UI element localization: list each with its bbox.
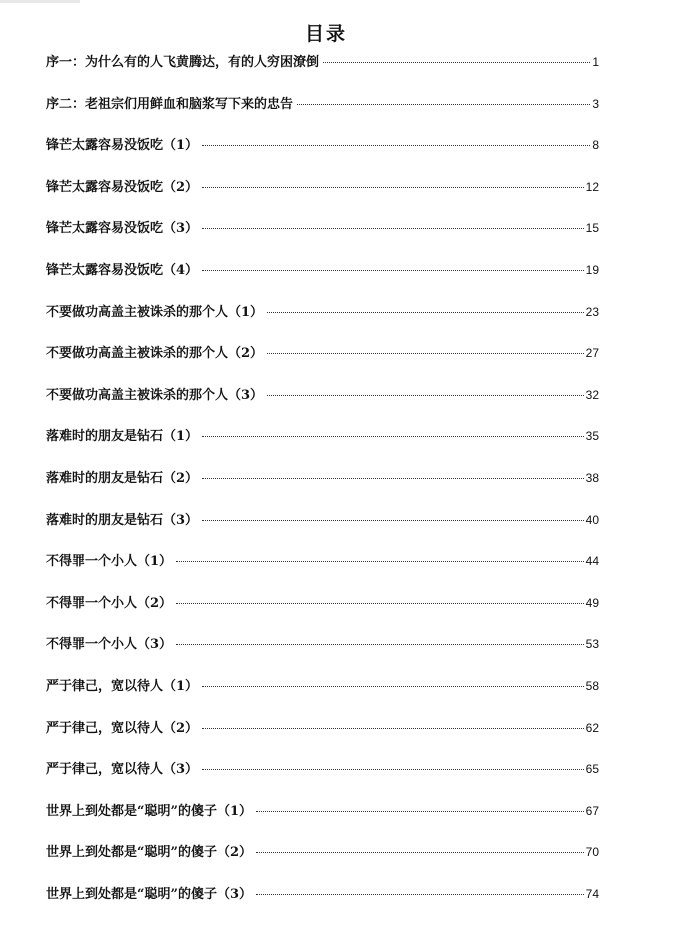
- toc-dot-leader: [176, 603, 584, 604]
- toc-dot-leader: [202, 436, 584, 437]
- toc-page-number: 38: [585, 470, 599, 485]
- toc-entry-label: 不要做功高盖主被诛杀的那个人（2）: [46, 346, 264, 362]
- toc-dot-leader: [202, 270, 584, 271]
- toc-dot-leader: [267, 312, 584, 313]
- toc-entry[interactable]: [46, 91, 599, 133]
- toc-page-number: 32: [585, 387, 599, 402]
- toc-dot-leader: [202, 187, 584, 188]
- toc-dot-leader: [297, 104, 590, 105]
- toc-page-number: 44: [585, 554, 599, 569]
- toc-entry[interactable]: [46, 132, 599, 174]
- toc-entry-label: 不得罪一个小人（3）: [46, 637, 173, 653]
- toc-entry-label: 落难时的朋友是钻石（3）: [46, 512, 199, 528]
- toc-entry[interactable]: [46, 257, 599, 299]
- toc-entry-label: 锋芒太露容易没饭吃（4）: [46, 262, 199, 278]
- toc-entry-label: 锋芒太露容易没饭吃（2）: [46, 179, 199, 195]
- scan-edge-mark: [0, 0, 80, 3]
- toc-entry-label: 世界上到处都是“聪明”的傻子（2）: [46, 845, 253, 861]
- toc-entry[interactable]: [46, 174, 599, 216]
- toc-entry[interactable]: [46, 631, 599, 673]
- toc-dot-leader: [176, 561, 584, 562]
- toc-entry[interactable]: [46, 465, 599, 507]
- toc-page-number: 70: [585, 845, 599, 860]
- toc-page-number: 12: [585, 179, 599, 194]
- table-of-contents: [46, 49, 599, 922]
- toc-page-number: 35: [585, 429, 599, 444]
- toc-dot-leader: [202, 520, 584, 521]
- toc-entry[interactable]: [46, 548, 599, 590]
- toc-dot-leader: [202, 478, 584, 479]
- toc-entry-label: 不得罪一个小人（1）: [46, 554, 173, 570]
- toc-dot-leader: [267, 395, 584, 396]
- toc-entry-label: 锋芒太露容易没饭吃（1）: [46, 138, 199, 154]
- toc-entry-label: 世界上到处都是“聪明”的傻子（1）: [46, 803, 253, 819]
- toc-dot-leader: [267, 353, 584, 354]
- toc-entry-label: 世界上到处都是“聪明”的傻子（3）: [46, 886, 253, 902]
- toc-page-number: 53: [585, 637, 599, 652]
- toc-entry-label: 不要做功高盖主被诛杀的那个人（3）: [46, 387, 264, 403]
- toc-page-number: 40: [585, 512, 599, 527]
- toc-page-number: 1: [592, 55, 599, 69]
- toc-entry[interactable]: [46, 423, 599, 465]
- toc-entry[interactable]: [46, 382, 599, 424]
- toc-dot-leader: [202, 686, 584, 687]
- toc-page-number: 74: [585, 886, 599, 901]
- toc-entry[interactable]: [46, 340, 599, 382]
- toc-entry[interactable]: [46, 715, 599, 757]
- toc-page-number: 62: [585, 720, 599, 735]
- toc-entry-label: 序一：为什么有的人飞黄腾达，有的人穷困潦倒: [46, 55, 320, 70]
- toc-dot-leader: [202, 228, 584, 229]
- toc-page-number: 67: [585, 803, 599, 818]
- toc-page-number: 3: [592, 96, 599, 111]
- toc-entry[interactable]: [46, 756, 599, 798]
- toc-dot-leader: [323, 62, 590, 63]
- toc-page-number: 65: [585, 762, 599, 777]
- toc-entry[interactable]: [46, 507, 599, 549]
- toc-entry[interactable]: [46, 299, 599, 341]
- toc-dot-leader: [202, 769, 584, 770]
- toc-dot-leader: [256, 852, 584, 853]
- toc-entry-label: 严于律己，宽以待人（1）: [46, 678, 199, 694]
- toc-entry-label: 严于律己，宽以待人（2）: [46, 720, 199, 736]
- toc-entry-label: 落难时的朋友是钻石（1）: [46, 429, 199, 445]
- toc-dot-leader: [256, 811, 584, 812]
- toc-entry[interactable]: [46, 798, 599, 840]
- toc-entry[interactable]: [46, 881, 599, 923]
- toc-entry[interactable]: [46, 49, 599, 91]
- toc-entry-label: 不得罪一个小人（2）: [46, 595, 173, 611]
- toc-page-number: 23: [585, 304, 599, 319]
- toc-page-number: 8: [592, 138, 599, 153]
- toc-entry-label: 序二：老祖宗们用鲜血和脑浆写下来的忠告: [46, 96, 294, 112]
- toc-dot-leader: [202, 728, 584, 729]
- toc-entry-label: 锋芒太露容易没饭吃（3）: [46, 221, 199, 237]
- toc-entry[interactable]: [46, 839, 599, 881]
- page-title: 目录: [304, 22, 347, 45]
- toc-entry[interactable]: [46, 673, 599, 715]
- toc-dot-leader: [202, 145, 590, 146]
- toc-page-number: 19: [585, 262, 599, 277]
- toc-dot-leader: [176, 644, 584, 645]
- toc-entry-label: 落难时的朋友是钻石（2）: [46, 470, 199, 486]
- toc-page-number: 49: [585, 595, 599, 610]
- toc-entry-label: 不要做功高盖主被诛杀的那个人（1）: [46, 304, 264, 320]
- toc-entry[interactable]: [46, 590, 599, 632]
- toc-entry[interactable]: [46, 215, 599, 257]
- toc-dot-leader: [256, 894, 584, 895]
- toc-entry-label: 严于律己，宽以待人（3）: [46, 762, 199, 778]
- toc-page-number: 15: [585, 221, 599, 236]
- toc-page-number: 27: [585, 346, 599, 361]
- toc-page-number: 58: [585, 678, 599, 693]
